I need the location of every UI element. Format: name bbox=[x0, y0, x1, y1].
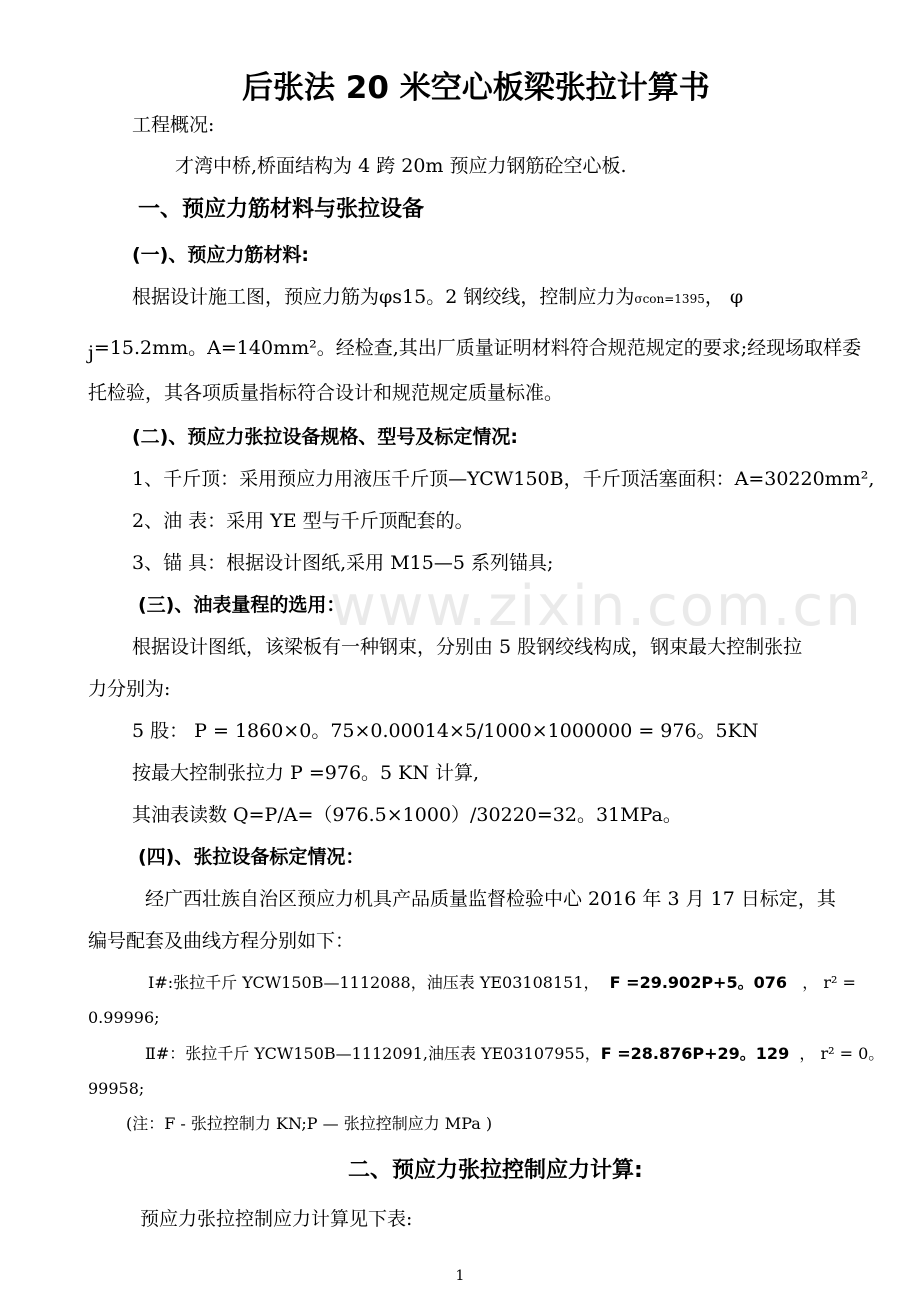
sub3-paragraph-line2: 力分别为: bbox=[88, 678, 171, 700]
page-number: 1 bbox=[455, 1268, 465, 1284]
sub1-p2-text: =15.2mm。A=140mm²。经检查,其出厂质量证明材料符合规范规定的要求;经现场取样委 bbox=[93, 337, 862, 359]
equipment-2-r2-value: 99958; bbox=[88, 1079, 145, 1098]
equipment-2-line bbox=[145, 1044, 884, 1063]
sub3-formula: 5 股： P = 1860×0。75×0.00014×5/1000×1000000 = 976。5KN bbox=[132, 720, 759, 742]
watermark: www.zixin.com.cn bbox=[330, 574, 863, 639]
sub2-item-anchor: 3、锚 具：根据设计图纸,采用 M15—5 系列锚具; bbox=[132, 552, 554, 574]
sub1-heading: (一)、预应力筋材料: bbox=[132, 244, 309, 266]
sub3-paragraph-line1: 根据设计图纸，该梁板有一种钢束，分别由 5 股钢绞线构成，钢束最大控制张拉 bbox=[132, 636, 803, 658]
equipment-1-line bbox=[148, 973, 856, 992]
sub1-p1-a: 根据设计施工图，预应力筋为φs15。2 钢绞线，控制应力为 bbox=[132, 286, 635, 308]
sub1-paragraph-line3: 托检验，其各项质量指标符合设计和规范规定质量标准。 bbox=[88, 382, 564, 404]
equipment-1-desc: Ⅰ#:张拉千斤 YCW150B—1112088，油压表 YE03108151， bbox=[148, 973, 600, 992]
section2-heading: 二、预应力张拉控制应力计算: bbox=[348, 1158, 643, 1183]
sub2-item-gauge: 2、油 表：采用 YE 型与千斤顶配套的。 bbox=[132, 510, 474, 532]
sub2-heading: (二)、预应力张拉设备规格、型号及标定情况: bbox=[132, 426, 518, 448]
sub1-p1-b: ， φ bbox=[704, 286, 744, 308]
sub4-paragraph-line1: 经广西壮族自治区预应力机具产品质量监督检验中心 2016 年 3 月 17 日标定，其 bbox=[145, 888, 836, 910]
sub2-item-jack: 1、千斤顶：采用预应力用液压千斤顶—YCW150B，千斤顶活塞面积：A=30220mm², bbox=[132, 468, 875, 490]
phi-subscript-j: j bbox=[88, 342, 94, 364]
section1-heading: 一、预应力筋材料与张拉设备 bbox=[138, 197, 425, 222]
page-title: 后张法 20 米空心板梁张拉计算书 bbox=[242, 70, 710, 106]
equipment-1-r2-value: 0.99996; bbox=[88, 1008, 160, 1027]
equipment-2-r2: ， r² = 0。 bbox=[799, 1044, 885, 1063]
sub1-paragraph-line1 bbox=[132, 286, 743, 309]
overview-label: 工程概况: bbox=[132, 114, 215, 136]
overview-text: 才湾中桥,桥面结构为 4 跨 20m 预应力钢筋砼空心板. bbox=[175, 155, 627, 177]
legend-note: (注：F - 张拉控制力 KN;P — 张拉控制应力 MPa ) bbox=[126, 1114, 493, 1133]
equipment-1-r2: ， r² = bbox=[802, 973, 856, 992]
sub3-heading: (三)、油表量程的选用： bbox=[138, 594, 346, 616]
sigma-con: σcon=1395 bbox=[634, 292, 705, 306]
equipment-2-equation: F =28.876P+29。129 bbox=[600, 1044, 790, 1063]
sub1-paragraph-line2 bbox=[88, 337, 862, 364]
sub3-gauge-reading: 其油表读数 Q=P/A=（976.5×1000）/30220=32。31MPa。 bbox=[132, 804, 682, 826]
equipment-1-equation: F =29.902P+5。076 bbox=[609, 973, 787, 992]
sub4-heading: (四)、张拉设备标定情况： bbox=[138, 846, 365, 868]
section2-intro: 预应力张拉控制应力计算见下表: bbox=[140, 1208, 413, 1230]
equipment-2-desc: Ⅱ#：张拉千斤 YCW150B—1112091,油压表 YE03107955， bbox=[145, 1044, 601, 1063]
sub3-max-force: 按最大控制张拉力 P =976。5 KN 计算, bbox=[132, 762, 480, 784]
sub4-paragraph-line2: 编号配套及曲线方程分别如下： bbox=[88, 930, 355, 952]
